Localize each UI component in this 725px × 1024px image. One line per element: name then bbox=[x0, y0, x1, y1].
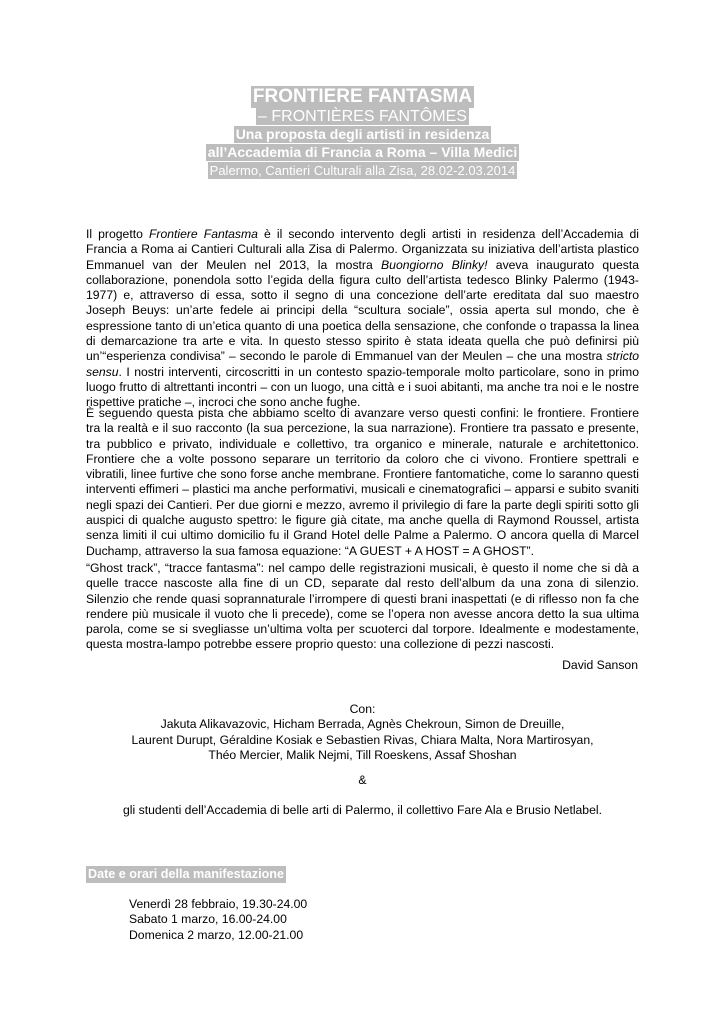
paragraph-intro-text-b: è il secondo intervento degli artisti in residenza dell’Accademia di Francia a Roma ai Cantieri Culturali alla Zisa di Palermo. Organizzata su iniziativa dell’artista plastico Emmanuel van der Meulen nel 2013, la mostra bbox=[86, 227, 640, 272]
paragraph-intro-text-c: aveva inaugurato questa collaborazione, ponendola sotto l’egida della figura culto dell’artista tedesco Blinky Palermo (1943-1977) e, attraverso di essa, sotto il segno di una concezione dell’arte ereditata dal suo maestro Joseph Beuys: un’arte fedele ai principi della “scultura sociale”, ossia aperta sul mondo, che è espressione tanto di un’etica quanto di una poetica della sensazione, che confonde o trapassa la linea di demarcazione tra arte e vita. In questo stesso spirito è stata ideata quella che può definirsi più un’“esperienza condivisa” – secondo le parole di Emmanuel van der Meulen – che una mostra bbox=[86, 257, 640, 364]
credits-ampersand: & bbox=[358, 773, 367, 787]
date-item: Domenica 2 marzo, 12.00-21.00 bbox=[129, 927, 304, 942]
title-block bbox=[0, 86, 725, 180]
paragraph-ghost-track: “Ghost track”, “tracce fantasma”: nel campo delle registrazioni musicali, è questo il nome che si dà a quelle tracce nascoste alla fine di un CD, separate dal resto dell’album da una zona di silenzio. Silenzio che rende quasi soprannaturale l’irrompere di questi brani inaspettati (e di riflesso non fa che rendere più musicale il vuoto che li precede), come se l’opera non avesse ancora detto la sua ultima parola, come se si svegliasse un’ultima volta per scuoterci dal torpore. Idealmente e modestamente, questa mostra-lampo potrebbe essere proprio questo: una collezione di pezzi nascosti. bbox=[86, 561, 639, 652]
credits-names-line-1: Jakuta Alikavazovic, Hicham Berrada, Agnès Chekroun, Simon de Dreuille, bbox=[160, 717, 565, 732]
date-item: Venerdì 28 febbraio, 19.30-24.00 bbox=[129, 897, 308, 911]
paragraph-intro-text-a: Il progetto bbox=[86, 227, 149, 241]
credits-students: gli studenti dell’Accademia di belle arti di Palermo, il collettivo Fare Ala e Brusio Netlabel. bbox=[123, 803, 602, 817]
subtitle-location-date: Palermo, Cantieri Culturali alla Zisa, 28.02-2.03.2014 bbox=[209, 163, 516, 178]
paragraph-frontiers: È seguendo questa pista che abbiamo scelto di avanzare verso questi confini: le frontiere. Frontiere tra la realtà e il suo racconto (la sua percezione, la sua narrazione). Frontiere tra passato e presente, tra pubblico e privato, individuale e collettivo, tra organico e minerale, naturale e architettonico. Frontiere che a volte possono separare un territorio da coloro che ci vivono. Frontiere spettrali e vibratili, linee furtive che sono forse anche membrane. Frontiere fantomatiche, come lo saranno questi interventi effimeri – plastici ma anche performativi, musicali e cinematografici – apparsi e subito svaniti negli spazi dei Cantieri. Per due giorni e mezzo, avremo il privilegio di fare la parte degli spiriti sotto gli auspici di qualche augusto spettro: le figure già citate, ma anche quella di Raymond Roussel, artista senza limiti il cui ultimo domicilio fu il Grand Hotel delle Palme a Palermo. O ancora quella di Marcel Duchamp, attraverso la sua famosa equazione: “A GUEST + A HOST = A GHOST”. bbox=[86, 406, 639, 558]
subtitle-academy: all’Accademia di Francia a Roma – Villa Medici bbox=[207, 144, 518, 160]
credits-artists bbox=[0, 702, 725, 763]
credits-names-line-2: Laurent Durupt, Géraldine Kosiak e Sebastien Rivas, Chiara Malta, Nora Martirosyan, bbox=[131, 732, 594, 747]
paragraph-intro-text-d: . I nostri interventi, circoscritti in un contesto spazio-temporale molto particolare, sono in primo luogo frutto di altrettanti incontri – con un luogo, una città e i suoi abitanti, ma anche tra noi e le nostre rispettive pratiche –, incroci che sono anche fughe. bbox=[86, 364, 639, 410]
paragraph-intro bbox=[86, 227, 639, 411]
dates-heading: Date e orari della manifestazione bbox=[88, 867, 284, 881]
subtitle-proposal: Una proposta degli artisti in residenza bbox=[235, 126, 490, 142]
credits-con-label: Con: bbox=[349, 702, 376, 716]
paragraph-intro-italic-a: Frontiere Fantasma bbox=[148, 227, 258, 241]
subtitle-french: – FRONTIÈRES FANTÔMES bbox=[258, 108, 467, 125]
paragraph-intro-italic-c: stricto sensu bbox=[86, 349, 639, 379]
main-title: FRONTIERE FANTASMA bbox=[252, 86, 473, 107]
credits-names-line-3: Théo Mercier, Malik Nejmi, Till Roeskens, Assaf Shoshan bbox=[208, 747, 517, 762]
date-item: Sabato 1 marzo, 16.00-24.00 bbox=[129, 912, 287, 927]
paragraph-intro-italic-b: Buongiorno Blinky! bbox=[381, 257, 488, 272]
signature: David Sanson bbox=[562, 658, 638, 672]
dates-list bbox=[129, 897, 307, 943]
